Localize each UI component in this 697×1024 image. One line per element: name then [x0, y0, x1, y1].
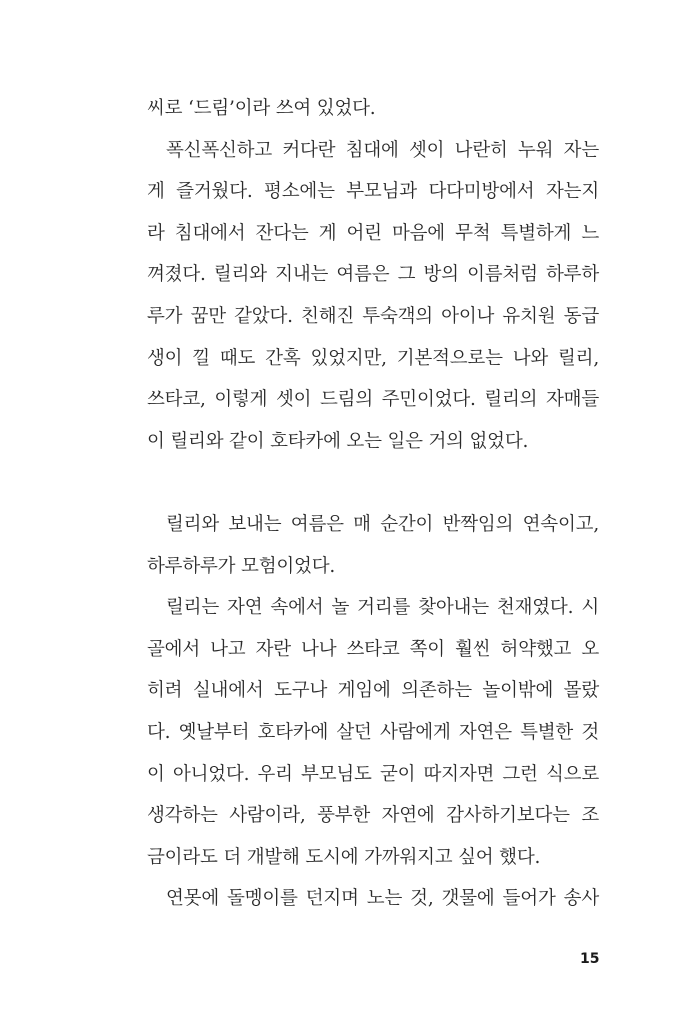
- text-line: 폭신폭신하고 커다란 침대에 셋이 나란히 누워 자는: [166, 139, 599, 161]
- text-line: 릴리는 자연 속에서 놀 거리를 찾아내는 천재였다. 시: [166, 597, 599, 619]
- text-line: 루가 꿈만 같았다. 친해진 투숙객의 아이나 유치원 동급: [147, 305, 599, 327]
- text-line: 라 침대에서 잔다는 게 어린 마음에 무척 특별하게 느: [147, 222, 599, 244]
- text-line: 씨로 ‘드림’이라 쓰여 있었다.: [147, 98, 376, 119]
- text-line: 생각하는 사람이라, 풍부한 자연에 감사하기보다는 조: [147, 805, 599, 827]
- text-line: 다. 옛날부터 호타카에 살던 사람에게 자연은 특별한 것: [147, 721, 599, 743]
- text-line: 생이 낄 때도 간혹 있었지만, 기본적으로는 나와 릴리,: [147, 347, 599, 369]
- text-line: 골에서 나고 자란 나나 쓰타코 쪽이 훨씬 허약했고 오: [147, 638, 599, 660]
- text-line: 이 릴리와 같이 호타카에 오는 일은 거의 없었다.: [147, 430, 529, 452]
- section-break: [147, 462, 599, 504]
- text-line: 히려 실내에서 도구나 게임에 의존하는 놀이밖에 몰랐: [147, 680, 599, 702]
- text-line: 껴졌다. 릴리와 지내는 여름은 그 방의 이름처럼 하루하: [147, 264, 599, 286]
- text-line: 쓰타코, 이렇게 셋이 드림의 주민이었다. 릴리의 자매들: [147, 389, 599, 411]
- text-line: 하루하루가 모험이었다.: [147, 555, 336, 577]
- text-line: 이 아니었다. 우리 부모님도 굳이 따지자면 그런 식으로: [147, 763, 599, 785]
- text-line: 게 즐거웠다. 평소에는 부모님과 다다미방에서 자는지: [147, 181, 599, 203]
- body-text: [147, 88, 599, 920]
- text-line: 연못에 돌멩이를 던지며 노는 것, 갯물에 들어가 송사: [166, 888, 599, 910]
- text-line: 금이라도 더 개발해 도시에 가까워지고 싶어 했다.: [147, 846, 541, 868]
- text-line: 릴리와 보내는 여름은 매 순간이 반짝임의 연속이고,: [166, 513, 599, 535]
- page-number: 15: [580, 951, 600, 967]
